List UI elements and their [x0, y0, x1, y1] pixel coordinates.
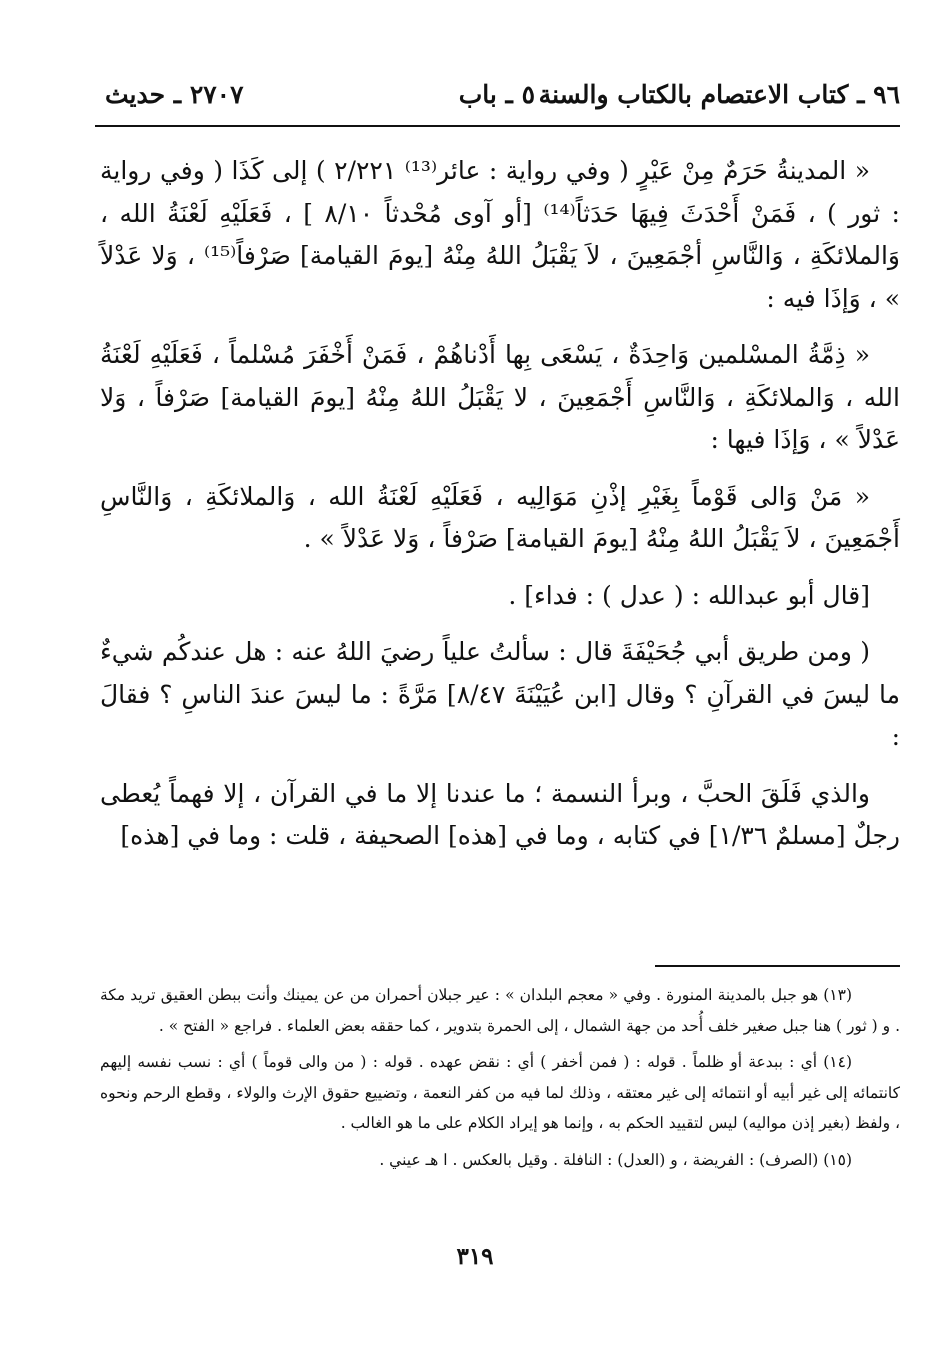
header-divider: [95, 125, 900, 127]
page-number: ٣١٩: [456, 1243, 494, 1270]
footnotes: [100, 980, 900, 1175]
paragraph: ( ومن طريق أبي جُحَيْفَةَ قال : سألتُ علياً رضيَ اللهُ عنه : هل عندكُم شيءٌ ما ليسَ في القرآنِ ؟ وقال [ابن عُيَيْنَةَ ٨/٤٧] مَرَّةً : ما ليسَ عندَ الناسِ ؟ فقالَ :: [100, 637, 900, 751]
chapter-title: ٩٦ ـ كتاب الاعتصام بالكتاب والسنة: [538, 80, 900, 109]
footnote: (١٥) (الصرف) : الفريضة ، و (العدل) : النافلة . وقيل بالعكس . ا هـ عيني .: [379, 1150, 852, 1169]
paragraph: [قال أبو عبدالله : ( عدل ) : فداء] .: [508, 580, 870, 610]
paragraph: والذي فَلَقَ الحبَّ ، وبرأ النسمة ؛ ما عندنا إلا ما في القرآن ، إلا فهماً يُعطى رجلٌ [مسلمٌ ١/٣٦] في كتابه ، وما في [هذه] الصحيفة ، قلت : وما في [هذه]: [100, 778, 900, 850]
main-text: [100, 150, 900, 858]
bab-label: ٥ ـ باب: [458, 80, 535, 109]
hadith-number: ٢٧٠٧ ـ حديث: [105, 80, 244, 109]
running-header: [95, 80, 900, 120]
footnote-divider: [655, 965, 900, 967]
paragraph: « مَنْ وَالى قَوْماً بِغَيْرِ إذْنِ مَوَالِيه ، فَعَلَيْهِ لَعْنَةُ الله ، وَالملائكَةِ ، وَالنَّاسِ أَجْمَعِينَ ، لاَ يَقْبَلُ اللهُ مِنْهُ [يومَ القيامة] صَرْفاً ، وَلا عَدْلاً » .: [100, 481, 900, 553]
paragraph: « ذِمَّةُ المسْلمين وَاحِدَةٌ ، يَسْعَى بِها أَدْناهُمْ ، فَمَنْ أَخْفَرَ مُسْلماً ، فَعَلَيْهِ لَعْنَةُ الله ، وَالملائكَةِ ، وَالنَّاسِ أَجْمَعِينَ ، لا يَقْبَلُ اللهُ مِنْهُ [يومَ القيامة] صَرْفاً ، وَلا عَدْلاً » ، وَإذَا فيها :: [100, 340, 900, 454]
footnote: (١٣) هو جبل بالمدينة المنورة . وفي « معجم البلدان » : عير جبلان أحمران من عن يمينك وأنت ببطن العقيق تريد مكة . و ( ثور ) هنا جبل صغير خلف أُحد من جهة الشمال ، إلى الحمرة بتدوير ، كما حققه بعض العلماء . فراجع « الفتح » .: [100, 986, 900, 1035]
footnote: (١٤) أي : ببدعة أو ظلماً . قوله : ( فمن أخفر ) أي : نقض عهده . قوله : ( من والى قوماً ) أي : نسب نفسه إليهم كانتمائه إلى غير أبيه أو انتمائه إلى غير معتقه ، وذلك لما فيه من كفر النعمة ، وتضييع حقوق الإرث والولاء ، وقطع الرحم ونحوه ، ولفظ (بغير إذن مواليه) ليس لتقييد الحكم به ، وإنما هو إيراد الكلام على ما هو الغالب .: [100, 1053, 900, 1132]
paragraph: « المدينةُ حَرَمٌ مِنْ عَيْرٍ ( وفي رواية : عائر⁽¹³⁾ ٢/٢٢١ ) إلى كَذَا ( وفي رواية : ثور ) ، فَمَنْ أَحْدَثَ فِيهَا حَدَثاً⁽¹⁴⁾ [أو آوى مُحْدثاً ٨/١٠ ] ، فَعَلَيْهِ لَعْنَةُ الله ، وَالملائكَةِ ، وَالنَّاسِ أجْمَعِينَ ، لاَ يَقْبَلُ اللهُ مِنْهُ [يومَ القيامة] صَرْفاً⁽¹⁵⁾ ، وَلا عَدْلاً » ، وَإذَا فيه :: [100, 156, 900, 313]
